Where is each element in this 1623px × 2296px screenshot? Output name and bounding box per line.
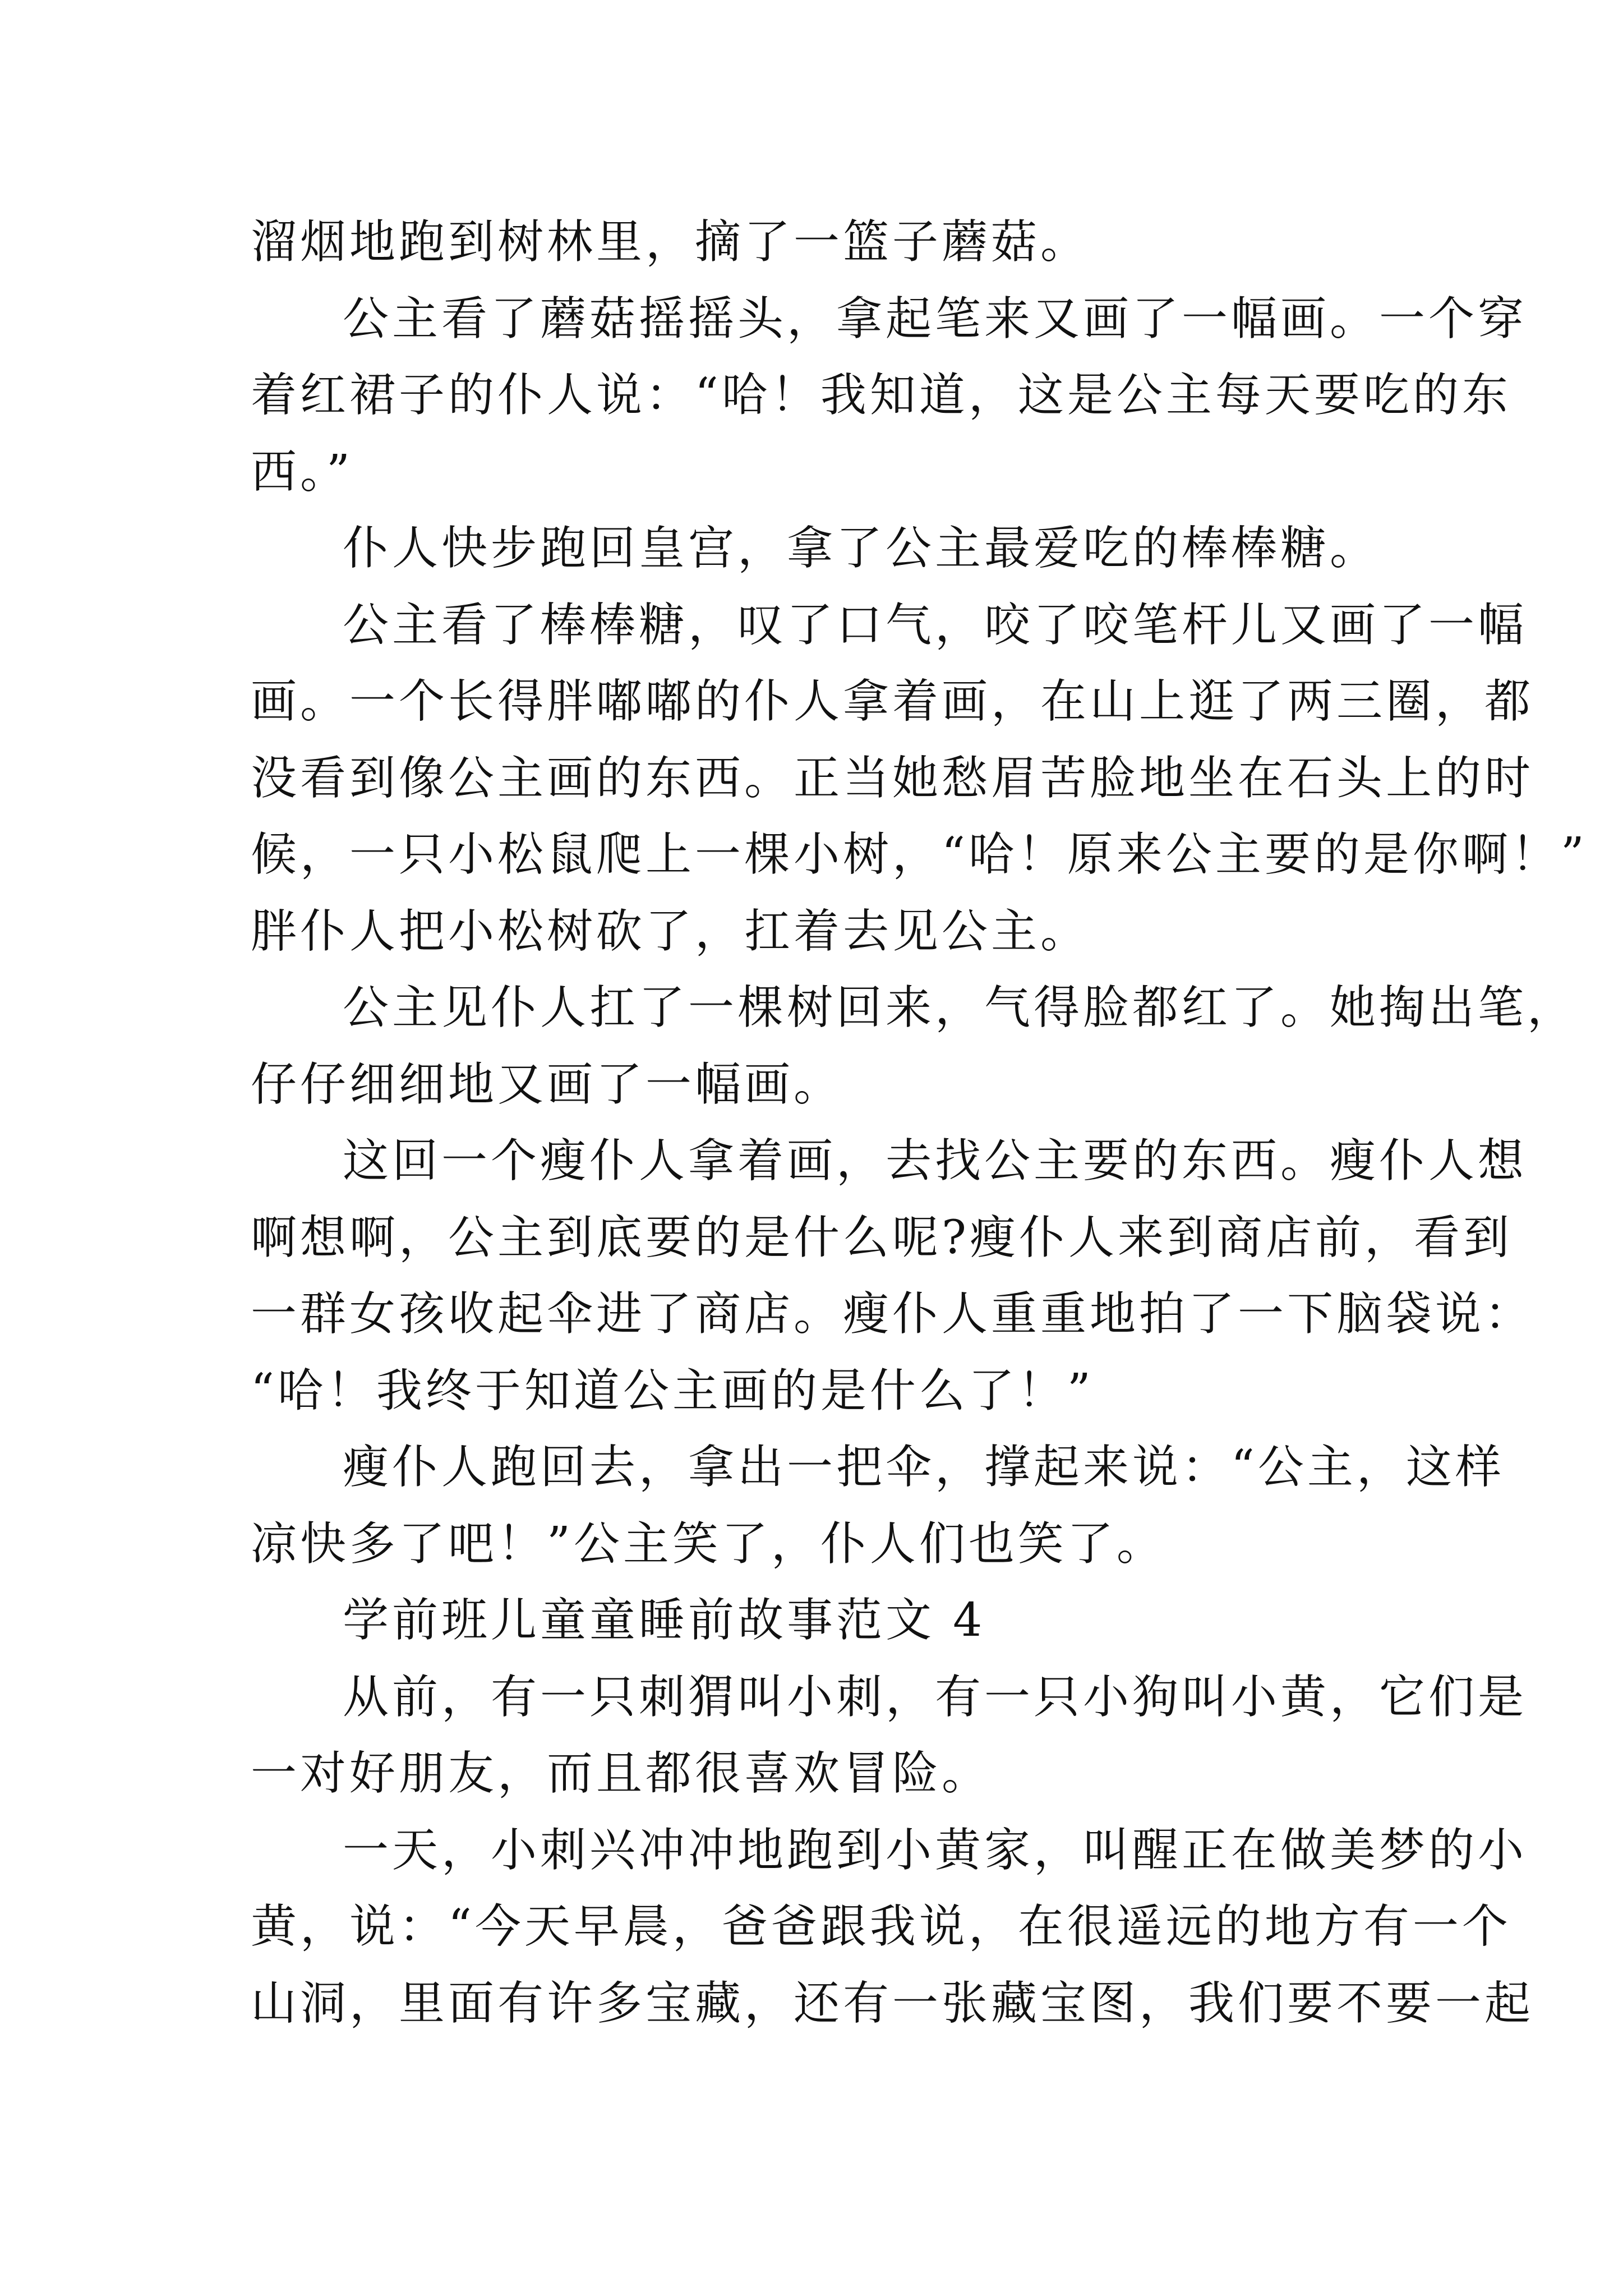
text-line: 着红裙子的仆人说：“哈！我知道，这是公主每天要吃的东 [251, 369, 1511, 422]
text-line: 仔仔细细地又画了一幅画。 [251, 1057, 843, 1111]
text-line: 候，一只小松鼠爬上一棵小树，“哈！原来公主要的是你啊！” [251, 828, 1588, 881]
paragraph [251, 510, 1389, 587]
text-line: 没看到像公主画的东西。正当她愁眉苦脸地坐在石头上的时 [251, 751, 1534, 805]
paragraph [251, 1812, 1534, 2042]
document-body [251, 204, 1588, 2042]
text-line: “哈！我终于知道公主画的是什么了！” [251, 1364, 1094, 1418]
text-line: 溜烟地跑到树林里，摘了一篮子蘑菇。 [251, 215, 1090, 269]
paragraph-continuation [251, 204, 1389, 281]
text-line: 一群女孩收起伞进了商店。瘦仆人重重地拍了一下脑袋说： [251, 1287, 1534, 1341]
heading-line: 学前班儿童童睡前故事范文 4 [343, 1594, 986, 1647]
text-line: 从前，有一只刺猬叫小刺，有一只小狗叫小黄，它们是 [343, 1670, 1528, 1724]
text-line: 凉快多了吧！”公主笑了，仆人们也笑了。 [251, 1517, 1166, 1571]
text-line: 一对好朋友，而且都很喜欢冒险。 [251, 1747, 992, 1800]
text-line: 一天，小刺兴冲冲地跑到小黄家，叫醒正在做美梦的小 [343, 1823, 1528, 1877]
text-line: 啊想啊，公主到底要的是什么呢?瘦仆人来到商店前，看到 [251, 1211, 1513, 1264]
text-line: 黄，说：“今天早晨，爸爸跟我说，在很遥远的地方有一个 [251, 1900, 1511, 1953]
text-line: 西。” [251, 445, 353, 499]
paragraph [251, 970, 1577, 1123]
text-line: 公主看了棒棒糖，叹了口气，咬了咬笔杆儿又画了一幅 [343, 598, 1528, 652]
section-heading [251, 1582, 1389, 1659]
paragraph [251, 1429, 1505, 1582]
text-line: 瘦仆人跑回去，拿出一把伞，撑起来说：“公主，这样 [343, 1441, 1505, 1494]
text-line: 公主看了蘑菇摇摇头，拿起笔来又画了一幅画。一个穿 [343, 292, 1528, 346]
text-line: 这回一个瘦仆人拿着画，去找公主要的东西。瘦仆人想 [343, 1134, 1528, 1188]
paragraph [251, 587, 1588, 970]
text-line: 胖仆人把小松树砍了，扛着去见公主。 [251, 904, 1090, 958]
text-line: 仆人快步跑回皇宫，拿了公主最爱吃的棒棒糖。 [343, 522, 1380, 575]
paragraph [251, 1659, 1528, 1812]
text-line: 公主见仆人扛了一棵树回来，气得脸都红了。她掏出笔， [343, 981, 1577, 1034]
paragraph [251, 1123, 1534, 1429]
paragraph [251, 281, 1528, 511]
text-line: 画。一个长得胖嘟嘟的仆人拿着画，在山上逛了两三圈，都 [251, 675, 1534, 728]
text-line: 山洞，里面有许多宝藏，还有一张藏宝图，我们要不要一起 [251, 1976, 1534, 2030]
